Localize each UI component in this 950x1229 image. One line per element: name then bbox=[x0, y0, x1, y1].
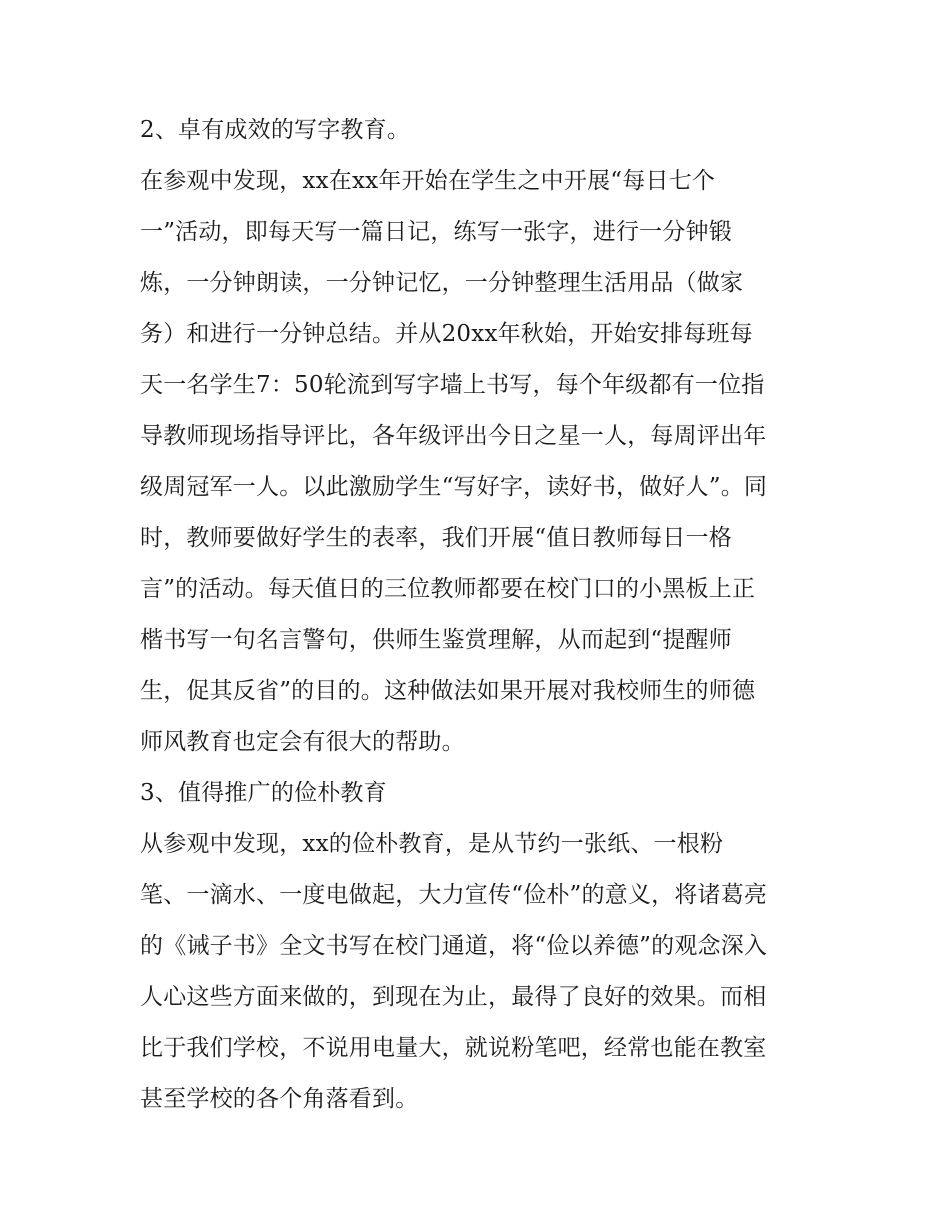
paragraph-line: 笔、一滴水、一度电做起，大力宣传“俭朴”的意义，将诸葛亮 bbox=[140, 882, 768, 908]
paragraph-line: 师风教育也定会有很大的帮助。 bbox=[140, 729, 465, 755]
section-heading-thrift: 3、值得推广的俭朴教育 bbox=[140, 780, 387, 806]
paragraph-line: 比于我们学校，不说用电量大，就说粉笔吧，经常也能在教室 bbox=[140, 1035, 767, 1061]
paragraph-line: 级周冠军一人。以此激励学生“写好字，读好书，做好人”。同 bbox=[140, 474, 768, 500]
paragraph-line: 一”活动，即每天写一篇日记，练写一张字，进行一分钟锻 bbox=[140, 219, 732, 245]
paragraph-line: 时，教师要做好学生的表率，我们开展“值日教师每日一格 bbox=[140, 525, 732, 551]
paragraph-line: 天一名学生7：50轮流到写字墙上书写，每个年级都有一位指 bbox=[140, 372, 765, 398]
paragraph-line: 楷书写一句名言警句，供师生鉴赏理解，从而起到“提醒师 bbox=[140, 627, 732, 653]
paragraph-line: 导教师现场指导评比，各年级评出今日之星一人，每周评出年 bbox=[140, 423, 767, 449]
paragraph-line: 言”的活动。每天值日的三位教师都要在校门口的小黑板上正 bbox=[140, 576, 756, 602]
paragraph-line: 炼，一分钟朗读，一分钟记忆，一分钟整理生活用品（做家 bbox=[140, 270, 744, 296]
paragraph-line: 从参观中发现，xx的俭朴教育，是从节约一张纸、一根粉 bbox=[140, 831, 724, 857]
paragraph-line: 务）和进行一分钟总结。并从20xx年秋始，开始安排每班每 bbox=[140, 321, 753, 347]
paragraph-line: 甚至学校的各个角落看到。 bbox=[140, 1086, 419, 1112]
paragraph-line: 生，促其反省”的目的。这种做法如果开展对我校师生的师德 bbox=[140, 678, 756, 704]
document-body bbox=[140, 105, 812, 1125]
paragraph-line: 人心这些方面来做的，到现在为止，最得了良好的效果。而相 bbox=[140, 984, 767, 1010]
paragraph-line: 在参观中发现，xx在xx年开始在学生之中开展“每日七个 bbox=[140, 168, 716, 194]
section-heading-writing: 2、卓有成效的写字教育。 bbox=[140, 117, 411, 143]
paragraph-line: 的《诫子书》全文书写在校门通道，将“俭以养德”的观念深入 bbox=[140, 933, 768, 959]
